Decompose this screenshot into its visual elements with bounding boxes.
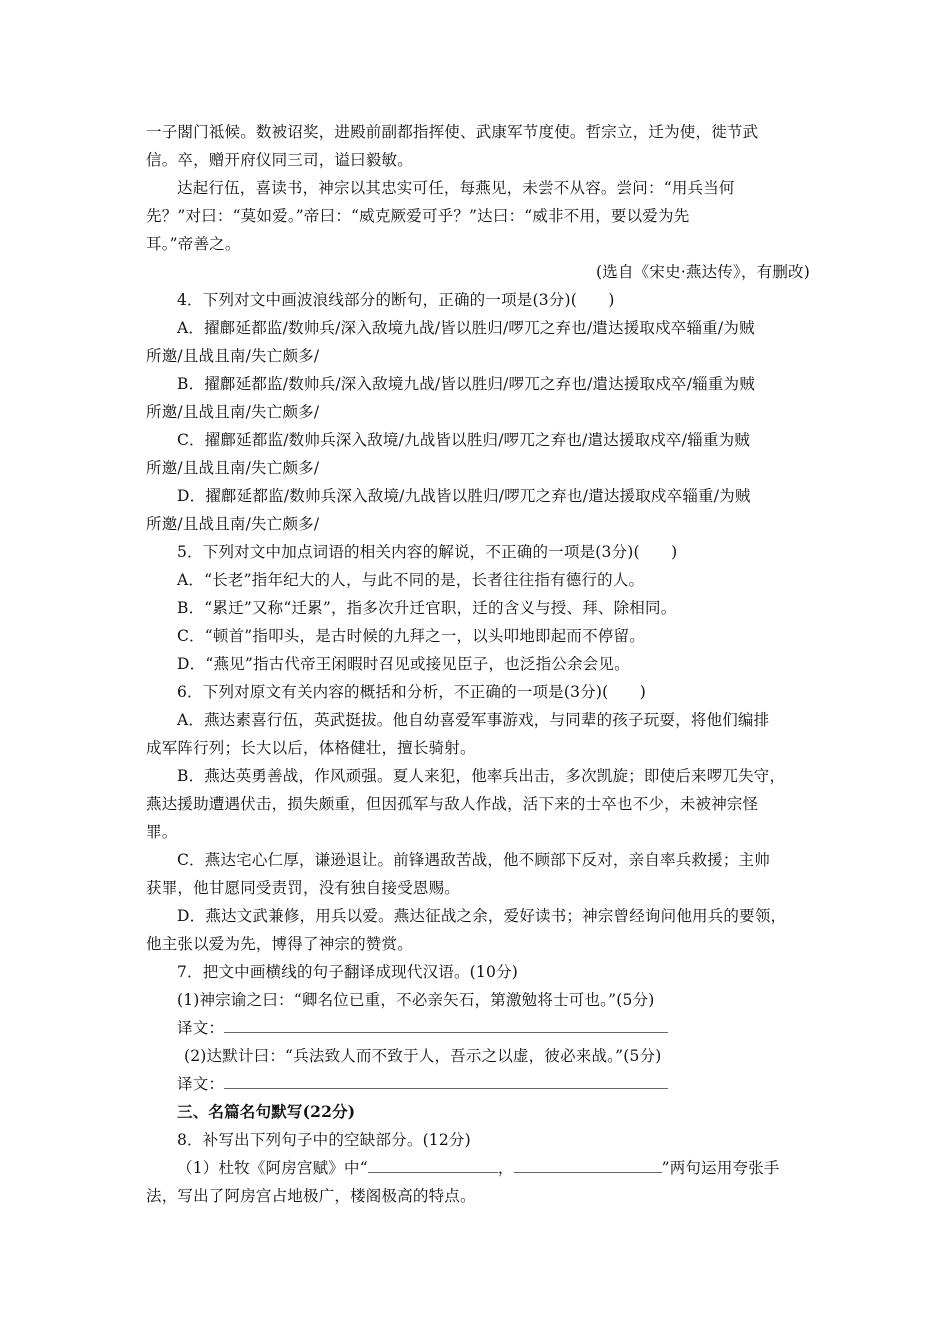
answer-blank[interactable] [224,1018,668,1033]
q6-option-c-cont: 获罪，他甘愿同受责罚，没有独自接受恩赐。 [146,879,461,897]
q6-option-d: D．燕达文武兼修，用兵以爱。燕达征战之余，爱好读书；神宗曾经询问他用兵的要领， [177,907,787,925]
question-8-stem: 8．补写出下列句子中的空缺部分。(12分) [177,1131,471,1149]
question-6-stem: 6．下列对原文有关内容的概括和分析，不正确的一项是(3分)( ) [177,683,647,701]
q8-item-1-prefix: （1）杜牧《阿房宫赋》中“ [177,1159,368,1177]
q4-option-a: A．擢鄜延都监/数帅兵/深入敌境九战/皆以胜归/啰兀之弃也/遣达援取戍卒辎重/为贼 [177,319,755,337]
q5-option-a: A．“长老”指年纪大的人，与此不同的是，长者往往指有德行的人。 [177,571,645,589]
q8-item-1-suffix: ”两句运用夸张手 [661,1159,780,1177]
passage-line: 信。卒，赠开府仪同三司，谥曰毅敏。 [146,151,413,169]
q8-item-1-mid: ， [497,1159,514,1177]
passage-line: 达起行伍，喜读书，神宗以其忠实可任，每燕见，未尝不从容。尝问：“用兵当何 [177,179,735,197]
answer-blank[interactable] [224,1074,668,1089]
q4-option-d: D．擢鄜延都监/数帅兵深入敌境/九战皆以胜归/啰兀之弃也/遣达援取戍卒辎重/为贼 [177,487,751,505]
section-heading: 三、名篇名句默写(22分) [177,1102,356,1121]
passage-line: 耳。”帝善之。 [146,235,241,253]
q6-option-b-cont: 燕达援助遭遇伏击，损失颇重，但因孤军与敌人作战，活下来的士卒也不少，未被神宗怪 [146,795,759,813]
question-4-stem: 4．下列对文中画波浪线部分的断句，正确的一项是(3分)( ) [177,291,615,309]
fill-blank-1[interactable] [368,1158,498,1173]
q5-option-c: C．“顿首”指叩头，是古时候的九拜之一，以头叩地即起而不停留。 [177,627,645,645]
q4-option-b: B．擢鄜延都监/数帅兵/深入敌境九战/皆以胜归/啰兀之弃也/遣达援取戍卒/辎重为贼 [177,375,755,393]
document-page [146,118,810,1210]
answer-label: 译文： [177,1075,225,1093]
q6-option-b: B．燕达英勇善战，作风顽强。夏人来犯，他率兵出击，多次凯旋；即使后来啰兀失守， [177,767,786,785]
q8-item-1-cont: 法，写出了阿房宫占地极广，楼阁极高的特点。 [146,1187,476,1205]
q6-option-c: C．燕达宅心仁厚，谦逊退让。前锋遇敌苦战，他不顾部下反对，亲自率兵救援；主帅 [177,851,770,869]
q4-option-c: C．擢鄜延都监/数帅兵深入敌境/九战皆以胜归/啰兀之弃也/遣达援取戍卒/辎重为贼 [177,431,750,449]
passage-line: 先？”对曰：“莫如爱。”帝曰：“威克厥爱可乎？”达曰：“威非不用，要以爱为先 [146,207,690,225]
q7-sentence-2: (2)达默计曰：“兵法致人而不致于人，吾示之以虚，彼必来战。”(5分) [184,1047,662,1065]
passage-line: 一子閤门祗候。数被诏奖，进殿前副都指挥使、武康军节度使。哲宗立，迁为使，徙节武 [146,123,759,141]
q4-option-a-cont: 所邀/且战且南/失亡颇多/ [146,347,320,365]
fill-blank-2[interactable] [514,1158,662,1173]
q7-answer-line-1 [146,1014,810,1042]
q7-sentence-1: (1)神宗谕之曰：“卿名位已重，不必亲矢石，第激勉将士可也。”(5分) [177,991,655,1009]
question-7-stem: 7．把文中画横线的句子翻译成现代汉语。(10分) [177,963,518,981]
q5-option-d: D．“燕见”指古代帝王闲暇时召见或接见臣子，也泛指公余会见。 [177,655,630,673]
q4-option-b-cont: 所邀/且战且南/失亡颇多/ [146,403,320,421]
q4-option-c-cont: 所邀/且战且南/失亡颇多/ [146,459,320,477]
q5-option-b: B．“累迁”又称“迁累”，指多次升迁官职，迁的含义与授、拜、除相同。 [177,599,677,617]
q8-item-1 [146,1154,810,1182]
q6-option-b-cont2: 罪。 [146,823,178,841]
q6-option-a-cont: 成军阵行列；长大以后，体格健壮，擅长骑射。 [146,739,476,757]
q6-option-a: A．燕达素喜行伍，英武挺拔。他自幼喜爱军事游戏，与同辈的孩子玩耍，将他们编排 [177,711,770,729]
answer-label: 译文： [177,1019,225,1037]
source-citation: (选自《宋史·燕达传》，有删改) [596,263,810,281]
q4-option-d-cont: 所邀/且战且南/失亡颇多/ [146,515,320,533]
q6-option-d-cont: 他主张以爱为先，博得了神宗的赞赏。 [146,935,413,953]
question-5-stem: 5．下列对文中加点词语的相关内容的解说，不正确的一项是(3分)( ) [177,543,678,561]
q7-answer-line-2 [146,1070,810,1098]
